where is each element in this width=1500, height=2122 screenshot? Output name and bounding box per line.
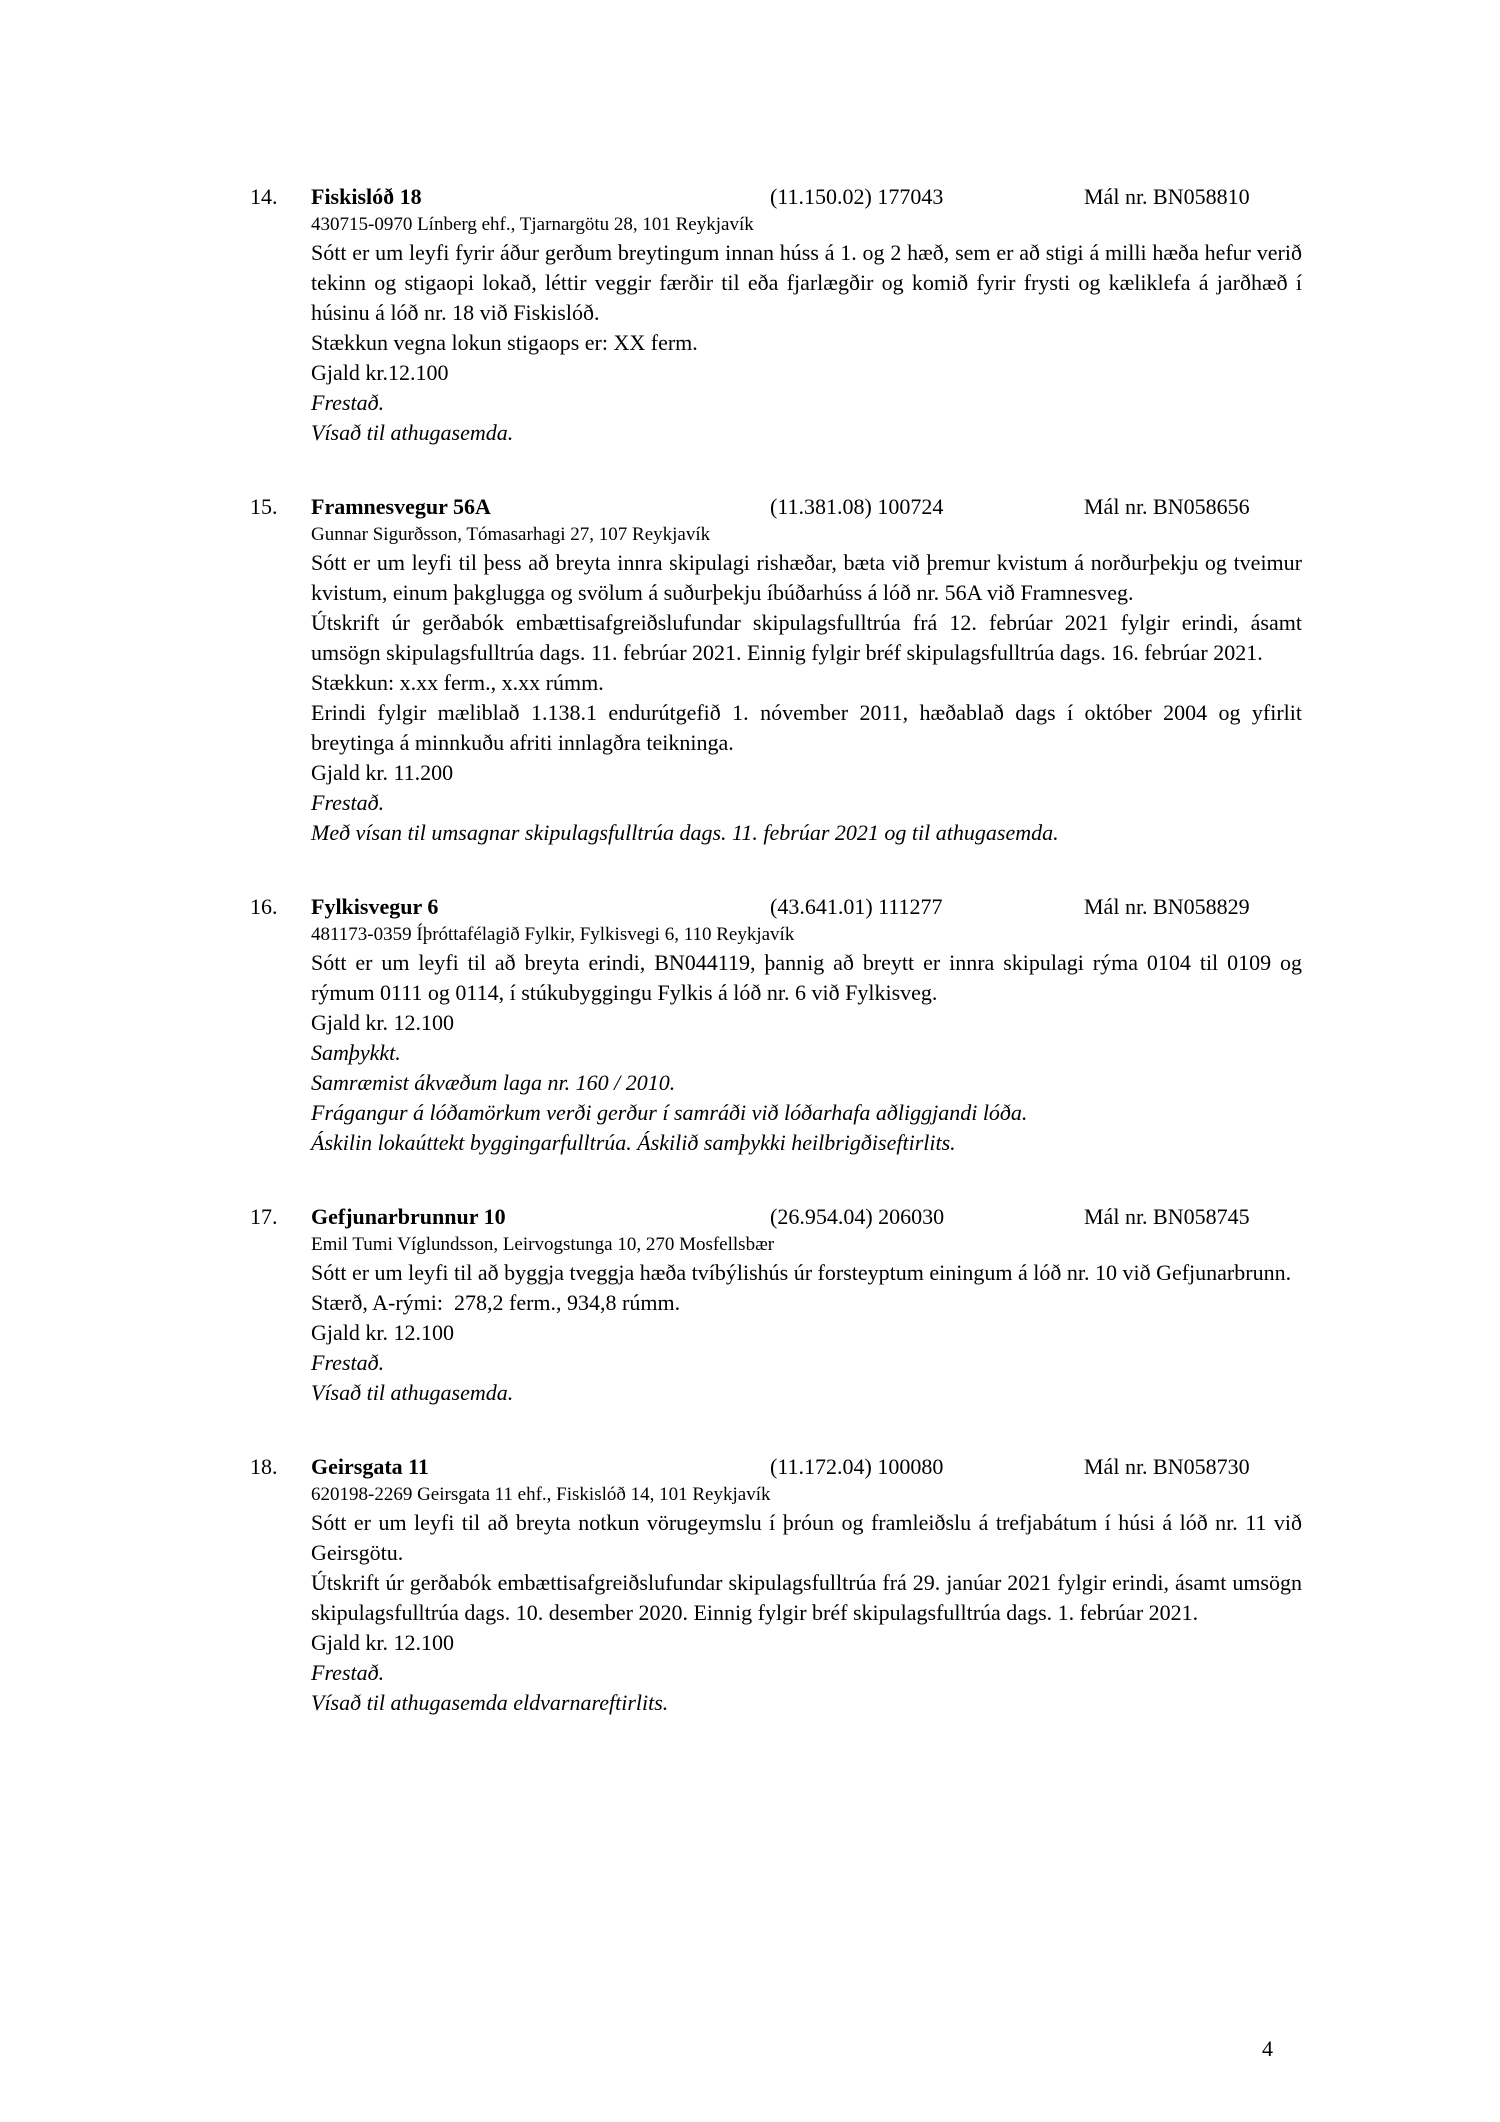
page-number: 4 (1262, 2036, 1273, 2061)
item-case-number: Mál nr. BN058810 (1084, 184, 1250, 209)
item-paragraph: Gjald kr. 11.200 (311, 760, 454, 785)
item-title: Fylkisvegur 6 (311, 894, 439, 919)
item-title: Fiskislóð 18 (311, 184, 422, 209)
item-paragraph: Stækkun: x.xx ferm., x.xx rúmm. (311, 670, 604, 695)
item-title: Geirsgata 11 (311, 1454, 429, 1479)
applicant-line: 620198-2269 Geirsgata 11 ehf., Fiskislóð 14, 101 Reykjavík (311, 1484, 771, 1505)
decision-line: Frestað. (311, 790, 385, 815)
item-body (311, 1508, 1302, 1718)
agenda-items (250, 182, 1302, 1718)
item-number: 14. (250, 184, 278, 209)
agenda-item (250, 892, 1302, 1158)
decision-line: Frestað. (311, 1660, 385, 1685)
minutes-document (250, 182, 1302, 1762)
item-paragraph: Stærð, A-rými: 278,2 ferm., 934,8 rúmm. (311, 1290, 681, 1315)
item-number: 17. (250, 1204, 278, 1229)
decision-line: Frágangur á lóðamörkum verði gerður í samráði við lóðarhafa aðliggjandi lóða. (311, 1100, 1028, 1125)
item-paragraph: Sótt er um leyfi fyrir áður gerðum breytingum innan húss á 1. og 2 hæð, sem er að stigi á milli hæða hefur verið tekinn og stigaopi lokað, léttir veggir færðir til eða fjarlægðir og komið fyrir frysti og kæliklefa á jarðhæð í húsinu á lóð nr. 18 við Fiskislóð. (311, 240, 1302, 325)
item-header (250, 892, 1302, 922)
item-number: 15. (250, 494, 278, 519)
item-body (311, 548, 1302, 848)
item-paragraph: Sótt er um leyfi til þess að breyta innra skipulagi rishæðar, bæta við þremur kvistum á norðurþekju og tveimur kvistum, einum þakglugga og svölum á suðurþekju íbúðarhúss á lóð nr. 56A við Framnesveg. (311, 550, 1302, 605)
item-paragraph: Erindi fylgir mæliblað 1.138.1 endurútgefið 1. nóvember 2011, hæðablað dags í október 2004 og yfirlit breytinga á minnkuðu afriti innlagðra teikninga. (311, 700, 1302, 755)
item-header (250, 182, 1302, 212)
item-paragraph: Stækkun vegna lokun stigaops er: XX ferm. (311, 330, 698, 355)
item-paragraph: Gjald kr. 12.100 (311, 1010, 454, 1035)
item-header (250, 1452, 1302, 1482)
decision-line: Vísað til athugasemda eldvarnareftirlits. (311, 1690, 669, 1715)
item-paragraph: Útskrift úr gerðabók embættisafgreiðslufundar skipulagsfulltrúa frá 12. febrúar 2021 fylgir erindi, ásamt umsögn skipulagsfulltrúa dags. 11. febrúar 2021. Einnig fylgir bréf skipulagsfulltrúa dags. 16. febrúar 2021. (311, 610, 1302, 665)
item-case-number: Mál nr. BN058656 (1084, 494, 1250, 519)
item-reference: (11.172.04) 100080 (770, 1454, 944, 1479)
agenda-item (250, 492, 1302, 848)
item-paragraph: Sótt er um leyfi til að breyta erindi, BN044119, þannig að breytt er innra skipulagi rýma 0104 til 0109 og rýmum 0111 og 0114, í stúkubyggingu Fylkis á lóð nr. 6 við Fylkisveg. (311, 950, 1302, 1005)
item-paragraph: Gjald kr.12.100 (311, 360, 449, 385)
item-reference: (11.150.02) 177043 (770, 184, 944, 209)
decision-line: Vísað til athugasemda. (311, 1380, 514, 1405)
decision-line: Samræmist ákvæðum laga nr. 160 / 2010. (311, 1070, 676, 1095)
item-number: 16. (250, 894, 278, 919)
applicant-line: 430715-0970 Línberg ehf., Tjarnargötu 28, 101 Reykjavík (311, 214, 754, 235)
item-header (250, 1202, 1302, 1232)
decision-line: Áskilin lokaúttekt byggingarfulltrúa. Áskilið samþykki heilbrigðiseftirlits. (311, 1130, 956, 1155)
agenda-item (250, 182, 1302, 448)
decision-line: Með vísan til umsagnar skipulagsfulltrúa dags. 11. febrúar 2021 og til athugasemda. (311, 820, 1059, 845)
item-number: 18. (250, 1454, 278, 1479)
item-header (250, 492, 1302, 522)
item-case-number: Mál nr. BN058829 (1084, 894, 1250, 919)
decision-line: Frestað. (311, 1350, 385, 1375)
decision-line: Vísað til athugasemda. (311, 420, 514, 445)
applicant-line: Gunnar Sigurðsson, Tómasarhagi 27, 107 Reykjavík (311, 524, 711, 545)
item-reference: (43.641.01) 111277 (770, 894, 943, 919)
decision-line: Samþykkt. (311, 1040, 401, 1065)
item-paragraph: Gjald kr. 12.100 (311, 1630, 454, 1655)
item-reference: (26.954.04) 206030 (770, 1204, 945, 1229)
applicant-line: 481173-0359 Íþróttafélagið Fylkir, Fylkisvegi 6, 110 Reykjavík (311, 924, 795, 945)
item-paragraph: Gjald kr. 12.100 (311, 1320, 454, 1345)
item-case-number: Mál nr. BN058745 (1084, 1204, 1250, 1229)
item-paragraph: Sótt er um leyfi til að breyta notkun vörugeymslu í þróun og framleiðslu á trefjabátum í húsi á lóð nr. 11 við Geirsgötu. (311, 1510, 1302, 1565)
item-body (311, 948, 1302, 1158)
item-title: Framnesvegur 56A (311, 494, 491, 519)
decision-line: Frestað. (311, 390, 385, 415)
agenda-item (250, 1202, 1302, 1408)
agenda-item (250, 1452, 1302, 1718)
item-body (311, 238, 1302, 448)
item-title: Gefjunarbrunnur 10 (311, 1204, 506, 1229)
item-paragraph: Útskrift úr gerðabók embættisafgreiðslufundar skipulagsfulltrúa frá 29. janúar 2021 fylgir erindi, ásamt umsögn skipulagsfulltrúa dags. 10. desember 2020. Einnig fylgir bréf skipulagsfulltrúa dags. 1. febrúar 2021. (311, 1570, 1302, 1625)
item-case-number: Mál nr. BN058730 (1084, 1454, 1250, 1479)
applicant-line: Emil Tumi Víglundsson, Leirvogstunga 10, 270 Mosfellsbær (311, 1234, 775, 1255)
item-paragraph: Sótt er um leyfi til að byggja tveggja hæða tvíbýlishús úr forsteyptum einingum á lóð nr. 10 við Gefjunarbrunn. (311, 1260, 1292, 1285)
item-body (311, 1258, 1302, 1408)
item-reference: (11.381.08) 100724 (770, 494, 944, 519)
